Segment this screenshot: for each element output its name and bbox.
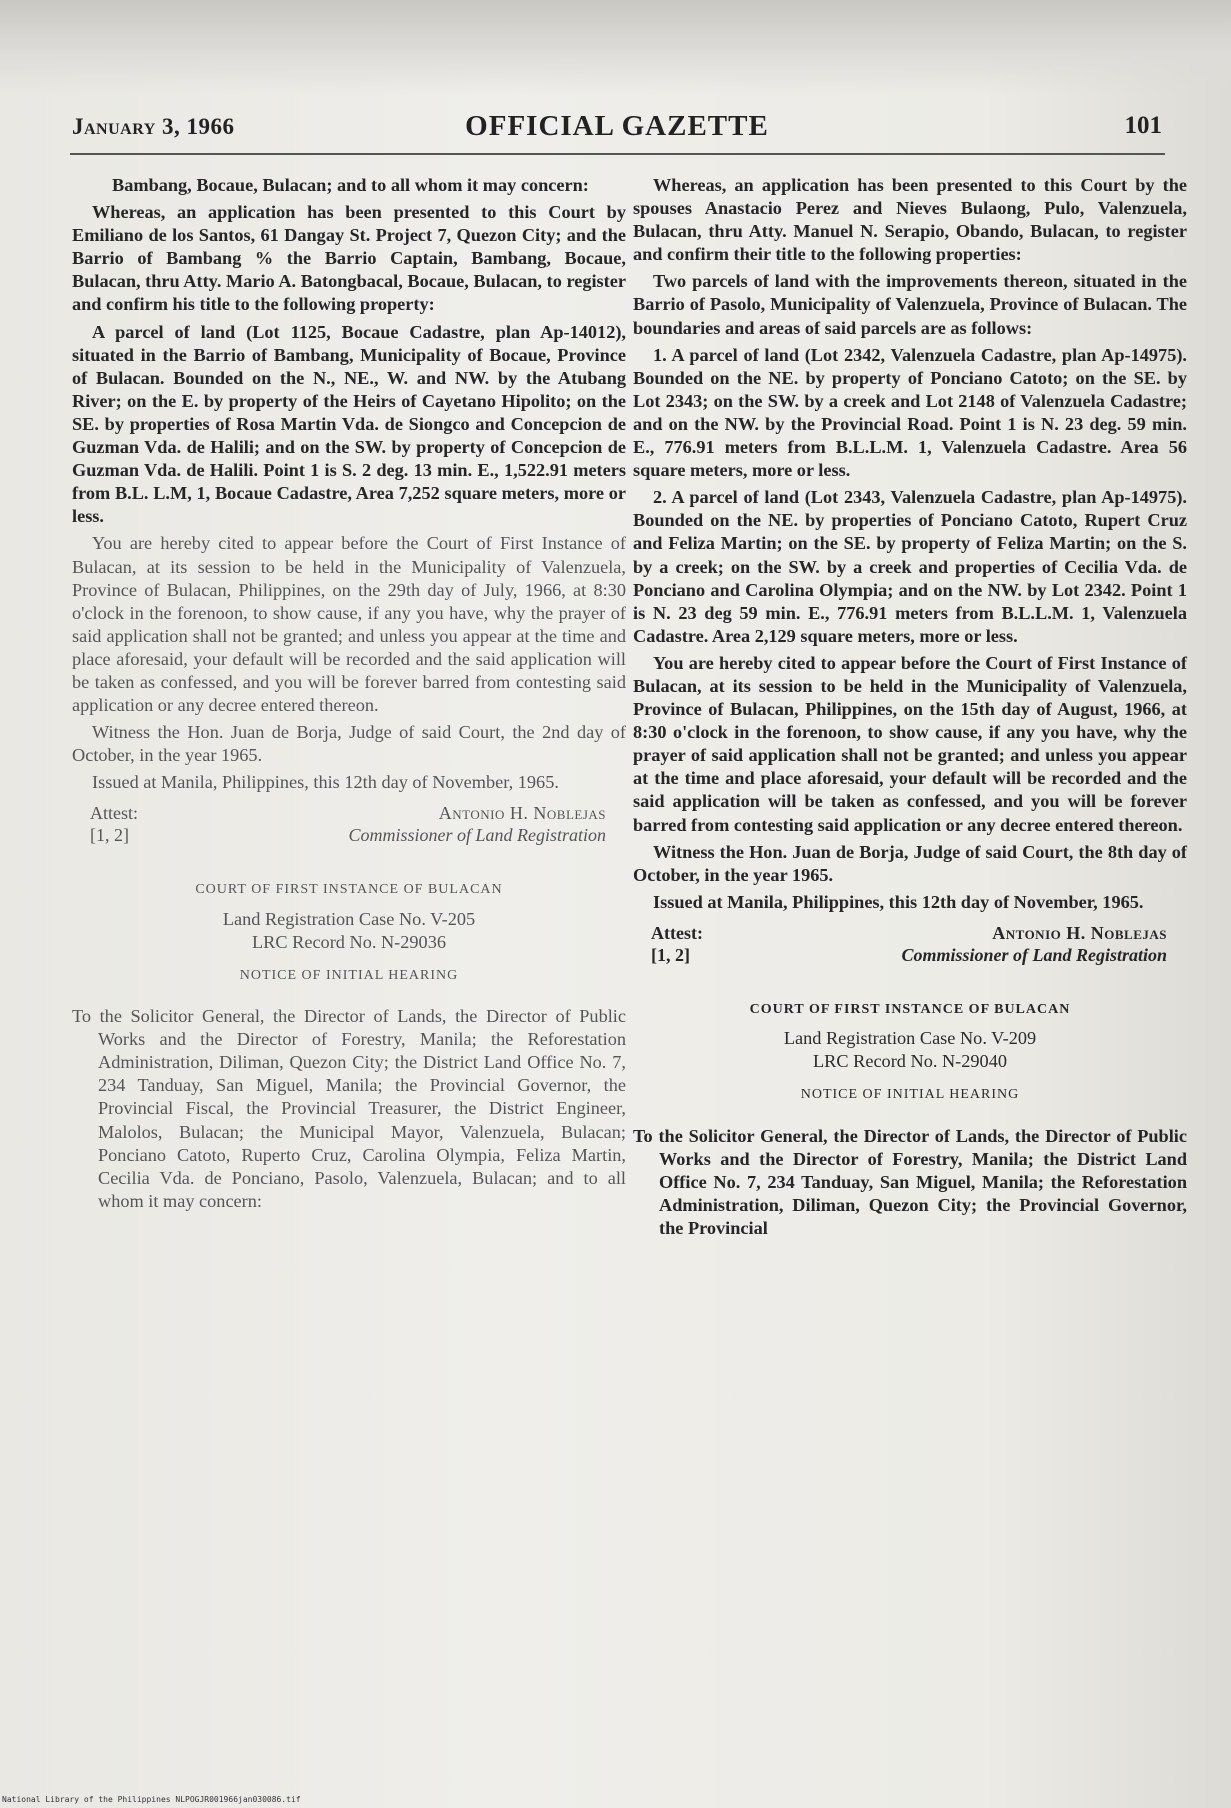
right-citation-paragraph: You are hereby cited to appear before the Court of First Instance of Bulacan, at its session to be held in the Municipality of Valenzuela, Province of Bulacan, Philippines, on the 15th day of August, 1966, at 8:30 o'clock in the forenoon, to show cause, if any you have, why the prayer of said application shall not be granted; and unless you appear at the time and place aforesaid, your default will be recorded and the said application will be taken as confessed, and you will be forever barred from contesting said application or any decree entered thereon. <box>633 652 1187 835</box>
right-application-paragraph: Whereas, an application has been presented to this Court by the spouses Anastacio Perez and Nieves Bulaong, Pulo, Valenzuela, Bulacan, thru Atty. Manuel N. Serapio, Obando, Bulacan, to register and confirm their title to the following properties: <box>633 175 1187 265</box>
right-attest-ref: [1, 2] <box>651 944 690 965</box>
right-addressees: To the Solicitor General, the Director of Lands, the Director of Public Works and the Director of Forestry, Manila; the District Land Office No. 7, 234 Tanduay, San Miguel, Manila; the Reforestation Administration, Diliman, Quezon City; the Provincial Governor, the Provincial <box>633 1125 1187 1238</box>
left-addressees-end: Bambang, Bocaue, Bulacan; and to all whom it may concern: <box>112 175 589 195</box>
header-rule <box>70 153 1165 155</box>
left-attest-ref: [1, 2] <box>90 825 129 846</box>
right-court-heading: COURT OF FIRST INSTANCE OF BULACAN <box>749 1001 1071 1017</box>
header-date: January 3, 1966 <box>72 114 235 139</box>
left-column <box>72 174 626 1218</box>
scan-shadow <box>0 0 1231 95</box>
left-attest-name: Antonio H. Noblejas <box>438 803 606 824</box>
right-parcels-paragraph: Two parcels of land with the improvements thereon, situated in the Barrio of Pasolo, Municipality of Valenzuela, Province of Bulacan. The boundaries and areas of said parcels are as follows: <box>633 271 1187 338</box>
right-witness-paragraph: Witness the Hon. Juan de Borja, Judge of said Court, the 8th day of October, in the year 1965. <box>633 841 1187 885</box>
header-title: OFFICIAL GAZETTE <box>465 110 769 142</box>
right-attest-name: Antonio H. Noblejas <box>992 922 1167 943</box>
right-column <box>633 174 1187 1245</box>
page-header <box>72 110 1162 150</box>
right-attest-role: Commissioner of Land Registration <box>901 944 1167 965</box>
left-attest-block <box>72 802 626 848</box>
right-attest-label: Attest: <box>651 922 703 943</box>
archive-footer: National Library of the Philippines NLPOGJR001966jan030086.tif <box>2 1795 301 1804</box>
right-parcel-2-paragraph: 2. A parcel of land (Lot 2343, Valenzuela Cadastre, plan Ap-14975). Bounded on the NE. by properties of Ponciano Catoto, Rupert Cruz and Feliza Martin; on the SE. by property of Feliza Martin; on the S. by a creek; on the SW. by a creek and properties of Cecilia Vda. de Ponciano and Carolina Olympia; and on the NW. by Lot 2342. Point 1 is N. 23 deg 59 min. E., 776.91 meters from B.L.L.M. 1, Valenzuela Cadastre. Area 2,129 square meters, more or less. <box>633 487 1187 646</box>
right-record-number: LRC Record No. N-29040 <box>813 1051 1007 1072</box>
right-parcel-1-paragraph: 1. A parcel of land (Lot 2342, Valenzuela Cadastre, plan Ap-14975). Bounded on the NE. by property of Ponciano Catoto; on the SE. by Lot 2343; on the SW. by a creek and Lot 2148 of Valenzuela Cadastre; and on the NW. by the Provincial Road. Point 1 is N. 23 deg. 59 min. E., 776.91 meters from B.L.L.M. 1, Valenzuela Cadastre. Area 56 square meters, more or less. <box>633 344 1187 481</box>
right-notice-heading: NOTICE OF INITIAL HEARING <box>800 1087 1020 1103</box>
left-application-paragraph: Whereas, an application has been presented to this Court by Emiliano de los Santos, 61 Dangay St. Project 7, Quezon City; and the Barrio of Bambang % the Barrio Captain, Bambang, Bocaue, Bulacan, thru Atty. Mario A. Batongbacal, Bocaue, Bulacan, to register and confirm his title to the following property: <box>72 202 626 315</box>
right-case-number: Land Registration Case No. V-209 <box>783 1028 1037 1048</box>
left-record-number: LRC Record No. N-29036 <box>252 931 446 952</box>
left-addressees: To the Solicitor General, the Director of Lands, the Director of Public Works and the Director of Forestry, Manila; the Reforestation Administration, Diliman, Quezon City; the District Land Office No. 7, 234 Tanduay, San Miguel, Manila; the Provincial Governor, the Provincial Fiscal, the Provincial Treasurer, the District Engineer, Malolos, Bulacan; the Municipal Mayor, Valenzuela, Bulacan; Ponciano Catoto, Ruperto Cruz, Carolina Olympia, Feliza Martin, Cecilia Vda. de Ponciano, Pasolo, Valenzuela, Bulacan; and to all whom it may concern: <box>72 1006 626 1211</box>
left-case-number: Land Registration Case No. V-205 <box>222 908 476 929</box>
left-attest-role: Commissioner of Land Registration <box>348 825 606 846</box>
right-attest-block <box>633 922 1187 968</box>
left-citation-paragraph: You are hereby cited to appear before the Court of First Instance of Bulacan, at its session to be held in the Municipality of Valenzuela, Province of Bulacan, Philippines, on the 29th day of July, 1966, at 8:30 o'clock in the forenoon, to show cause, if any you have, why the prayer of said application shall not be granted; and unless you appear at the time and place aforesaid, your default will be recorded and the said application will be taken as confessed, and you will be forever barred from contesting said application or any decree entered thereon. <box>72 533 626 716</box>
left-issued-paragraph: Issued at Manila, Philippines, this 12th day of November, 1965. <box>92 772 559 793</box>
left-witness-paragraph: Witness the Hon. Juan de Borja, Judge of said Court, the 2nd day of October, in the year 1965. <box>72 722 626 766</box>
left-attest-label: Attest: <box>90 803 138 824</box>
left-property-paragraph: A parcel of land (Lot 1125, Bocaue Cadastre, plan Ap-14012), situated in the Barrio of Bambang, Municipality of Bocaue, Province of Bulacan. Bounded on the N., NE., W. and NW. by the Atubang River; on the E. by property of the Heirs of Cayetano Hipolito; on the SE. by properties of Rosa Martin Vda. de Siongco and Concepcion de Guzman Vda. de Halili; and on the SW. by property of Concepcion de Guzman Vda. de Halili. Point 1 is S. 2 deg. 13 min. E., 1,522.91 meters from B.L. L.M, 1, Bocaue Cadastre, Area 7,252 square meters, more or less. <box>72 321 626 527</box>
left-notice-heading: NOTICE OF INITIAL HEARING <box>239 967 459 983</box>
right-issued-paragraph: Issued at Manila, Philippines, this 12th day of November, 1965. <box>653 891 1144 912</box>
left-court-heading: COURT OF FIRST INSTANCE OF BULACAN <box>195 882 503 898</box>
header-page-number: 101 <box>1124 112 1162 139</box>
